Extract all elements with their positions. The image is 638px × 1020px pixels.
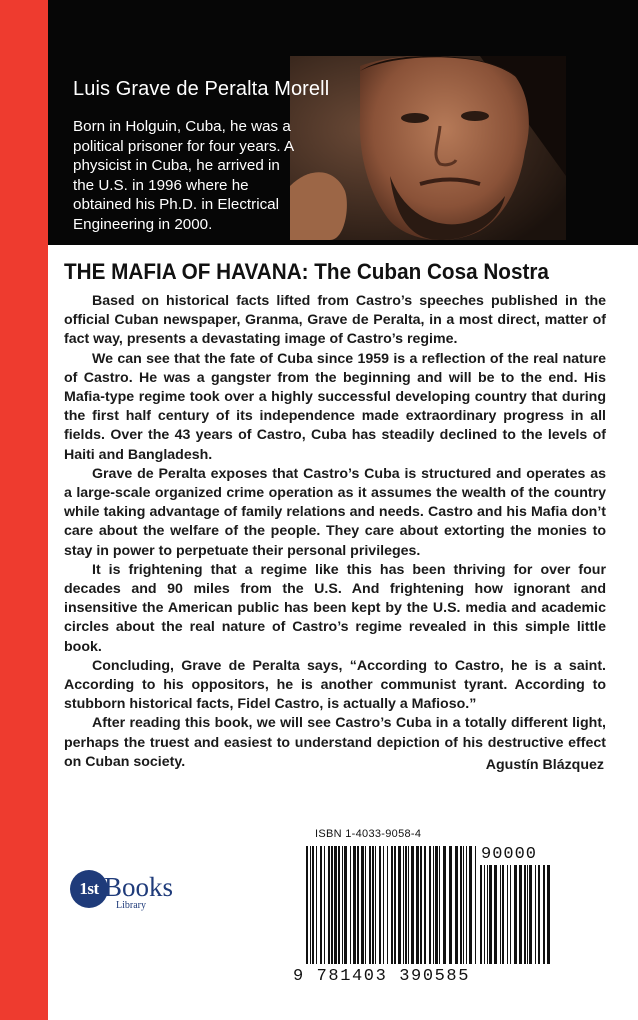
price-barcode bbox=[480, 865, 550, 964]
author-name: Luis Grave de Peralta Morell bbox=[73, 78, 330, 100]
blurb-body bbox=[64, 292, 606, 772]
barcode-bar bbox=[443, 846, 446, 964]
barcode-bar bbox=[411, 846, 414, 964]
barcode-bar bbox=[344, 846, 347, 964]
barcode-bar bbox=[484, 865, 485, 964]
barcode-bar bbox=[514, 865, 517, 964]
barcode-bar bbox=[535, 865, 536, 964]
barcode-bar bbox=[383, 846, 384, 964]
ean-barcode bbox=[306, 846, 476, 964]
barcode-bar bbox=[449, 846, 452, 964]
isbn-label: ISBN 1-4033-9058-4 bbox=[315, 828, 422, 840]
barcode-bar bbox=[312, 846, 314, 964]
blurb-paragraph: Concluding, Grave de Peralta says, “According to Castro, he is a saint. According to his oppositors, he is another communist tyrant. According to stubborn historical facts, Fidel Castro, is actually a Mafioso.” bbox=[64, 657, 606, 713]
barcode-bar bbox=[403, 846, 404, 964]
barcode-bar bbox=[391, 846, 393, 964]
barcode-bar bbox=[529, 865, 532, 964]
barcode-bar bbox=[429, 846, 431, 964]
blurb-paragraph: It is frightening that a regime like this has been thriving for over four decades and 90 miles from the U.S. And frightening how ignorant and insensitive the American public has been kept by the U.S. media and academic circles about the real nature of Castro’s regime revealed in this simple little book. bbox=[64, 561, 606, 655]
author-bio: Born in Holguin, Cuba, he was a political prisoner for four years. A physicist in Cuba, he arrived in the U.S. in 1996 where he obtained his Ph.D. in Electrical Engineering in 2000. bbox=[73, 118, 294, 233]
barcode-bar bbox=[416, 846, 419, 964]
barcode-bar bbox=[320, 846, 322, 964]
barcode-bar bbox=[375, 846, 376, 964]
reviewer-signature: Agustín Blázquez bbox=[485, 757, 604, 773]
barcode-bar bbox=[316, 846, 317, 964]
barcode-bar bbox=[543, 865, 545, 964]
barcode-bar bbox=[480, 865, 482, 964]
barcode-bar bbox=[365, 846, 366, 964]
barcode-bar bbox=[507, 865, 508, 964]
author-photo bbox=[290, 56, 566, 240]
blurb-paragraph: Based on historical facts lifted from Castro’s speeches published in the official Cuban newspaper, Granma, Grave de Peralta, in a most direct, matter of fact way, presents a devastating image of Castro’s regime. bbox=[64, 293, 606, 348]
barcode-bar bbox=[500, 865, 501, 964]
barcode-bar bbox=[469, 846, 472, 964]
barcode-bar bbox=[394, 846, 396, 964]
barcode-bar bbox=[494, 865, 497, 964]
barcode-bar bbox=[527, 865, 528, 964]
barcode-bar bbox=[334, 846, 337, 964]
barcode-bar bbox=[455, 846, 458, 964]
barcode-bar bbox=[328, 846, 330, 964]
barcode-bar bbox=[338, 846, 340, 964]
barcode-bar bbox=[405, 846, 407, 964]
barcode-bar bbox=[424, 846, 426, 964]
barcode-bar bbox=[369, 846, 371, 964]
blurb-paragraph: After reading this book, we will see Castro’s Cuba in a totally different light, perhaps the truest and easiest to understand depiction of his destructive effect on Cuban society. bbox=[64, 715, 606, 770]
ean-digits: 9 781403 390585 bbox=[293, 967, 471, 986]
publisher-name: Books bbox=[104, 872, 174, 902]
barcode-bar bbox=[379, 846, 381, 964]
publisher-logo bbox=[70, 870, 210, 916]
barcode-bar bbox=[433, 846, 434, 964]
barcode-bar bbox=[519, 865, 522, 964]
barcode-bar bbox=[310, 846, 311, 964]
barcode-bar bbox=[463, 846, 464, 964]
publisher-sub: Library bbox=[116, 900, 146, 911]
barcode-bar bbox=[489, 865, 492, 964]
barcode-bar bbox=[510, 865, 511, 964]
barcode-bar bbox=[324, 846, 325, 964]
author-portrait-icon bbox=[290, 56, 566, 240]
barcode-bar bbox=[538, 865, 540, 964]
barcode-bar bbox=[342, 846, 343, 964]
barcode-bar bbox=[420, 846, 422, 964]
barcode-bar bbox=[502, 865, 504, 964]
barcode-bar bbox=[387, 846, 388, 964]
barcode-bar bbox=[408, 846, 409, 964]
barcode-bar bbox=[547, 865, 550, 964]
barcode-bar bbox=[372, 846, 374, 964]
barcode-bar bbox=[350, 846, 351, 964]
publisher-mark: 1st bbox=[70, 870, 108, 908]
blurb-paragraph: Grave de Peralta exposes that Castro’s Cuba is structured and operates as a large-scale organized crime operation as it assumes the wealth of the country while taking advantage of family relations and needs. Castro and his Mafia don’t care about the welfare of the people. They care about extorting the monies to stay in power to perpetuate their personal privileges. bbox=[64, 465, 606, 559]
barcode-bar bbox=[361, 846, 364, 964]
barcode-bar bbox=[439, 846, 440, 964]
red-spine-stripe bbox=[0, 0, 48, 1020]
barcode-bar bbox=[357, 846, 359, 964]
blurb-paragraph: We can see that the fate of Cuba since 1959 is a reflection of the real nature of Castro. He was a gangster from the beginning and will be to the end. His Mafia-type regime took over a highly successful developing country that during the first half century of its independence made extraordinary progress in all fields. Over the 43 years of Castro, Cuba has steadily declined to the levels of Haiti and Bangladesh. bbox=[64, 350, 606, 463]
barcode-bar bbox=[331, 846, 333, 964]
barcode-bar bbox=[306, 846, 308, 964]
barcode-bar bbox=[466, 846, 467, 964]
book-title: THE MAFIA OF HAVANA: The Cuban Cosa Nostra bbox=[64, 259, 549, 284]
barcode-bar bbox=[353, 846, 356, 964]
barcode-bar bbox=[487, 865, 488, 964]
barcode-bar bbox=[524, 865, 526, 964]
price-code: 90000 bbox=[481, 845, 538, 864]
barcode-bar bbox=[475, 846, 476, 964]
barcode-bar bbox=[435, 846, 438, 964]
barcode-bar bbox=[398, 846, 401, 964]
barcode-bar bbox=[460, 846, 462, 964]
